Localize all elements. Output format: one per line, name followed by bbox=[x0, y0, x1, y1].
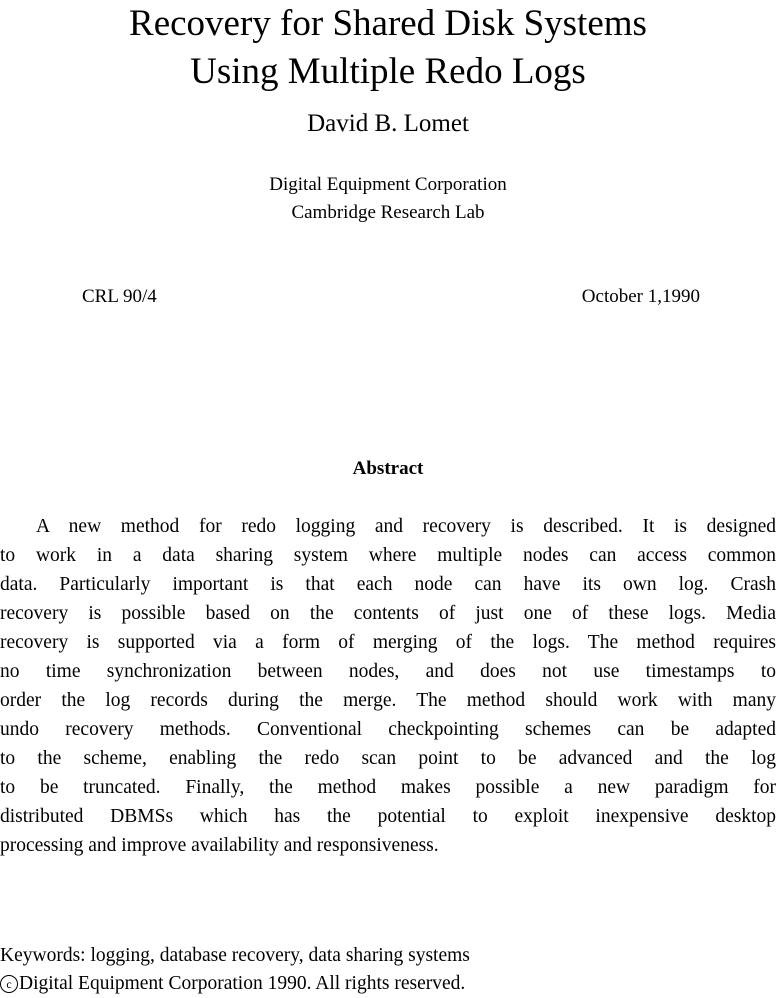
title-line: Recovery for Shared Disk Systems bbox=[129, 3, 647, 44]
abstract-line: to the scheme, enabling the redo scan point to be advanced and the log bbox=[0, 748, 776, 769]
abstract-line: order the log records during the merge. The method should work with many bbox=[0, 690, 776, 711]
abstract-line: no time synchronization between nodes, and does not use timestamps to bbox=[0, 661, 776, 682]
abstract-line: recovery is supported via a form of merging of the logs. The method requires bbox=[0, 632, 776, 653]
report-date: October 1,1990 bbox=[581, 286, 700, 307]
title-line: Using Multiple Redo Logs bbox=[190, 51, 586, 92]
copyright-icon: c bbox=[0, 975, 18, 993]
abstract-line: processing and improve availability and responsiveness. bbox=[0, 835, 439, 856]
report-number: CRL 90/4 bbox=[82, 286, 157, 307]
author-name: David B. Lomet bbox=[307, 110, 469, 137]
abstract-line: data. Particularly important is that each node can have its own log. Crash bbox=[0, 574, 776, 595]
abstract-heading: Abstract bbox=[352, 458, 424, 479]
abstract-body bbox=[0, 512, 776, 860]
abstract-line: A new method for redo logging and recovery is described. It is designed bbox=[36, 516, 776, 537]
copyright-notice bbox=[0, 970, 465, 998]
abstract-line: recovery is possible based on the contents of just one of these logs. Media bbox=[0, 603, 776, 624]
paper-title bbox=[0, 0, 776, 96]
affiliation bbox=[0, 171, 776, 227]
keywords: Keywords: logging, database recovery, data sharing systems bbox=[0, 945, 470, 966]
copyright-text: Digital Equipment Corporation 1990. All rights reserved. bbox=[19, 973, 466, 994]
affiliation-organization: Digital Equipment Corporation bbox=[269, 174, 507, 195]
abstract-line: undo recovery methods. Conventional checkpointing schemes can be adapted bbox=[0, 719, 776, 740]
abstract-line: to be truncated. Finally, the method makes possible a new paradigm for bbox=[0, 777, 776, 798]
abstract-line: to work in a data sharing system where multiple nodes can access common bbox=[0, 545, 776, 566]
affiliation-lab: Cambridge Research Lab bbox=[291, 202, 485, 223]
abstract-line: distributed DBMSs which has the potential to exploit inexpensive desktop bbox=[0, 806, 776, 827]
